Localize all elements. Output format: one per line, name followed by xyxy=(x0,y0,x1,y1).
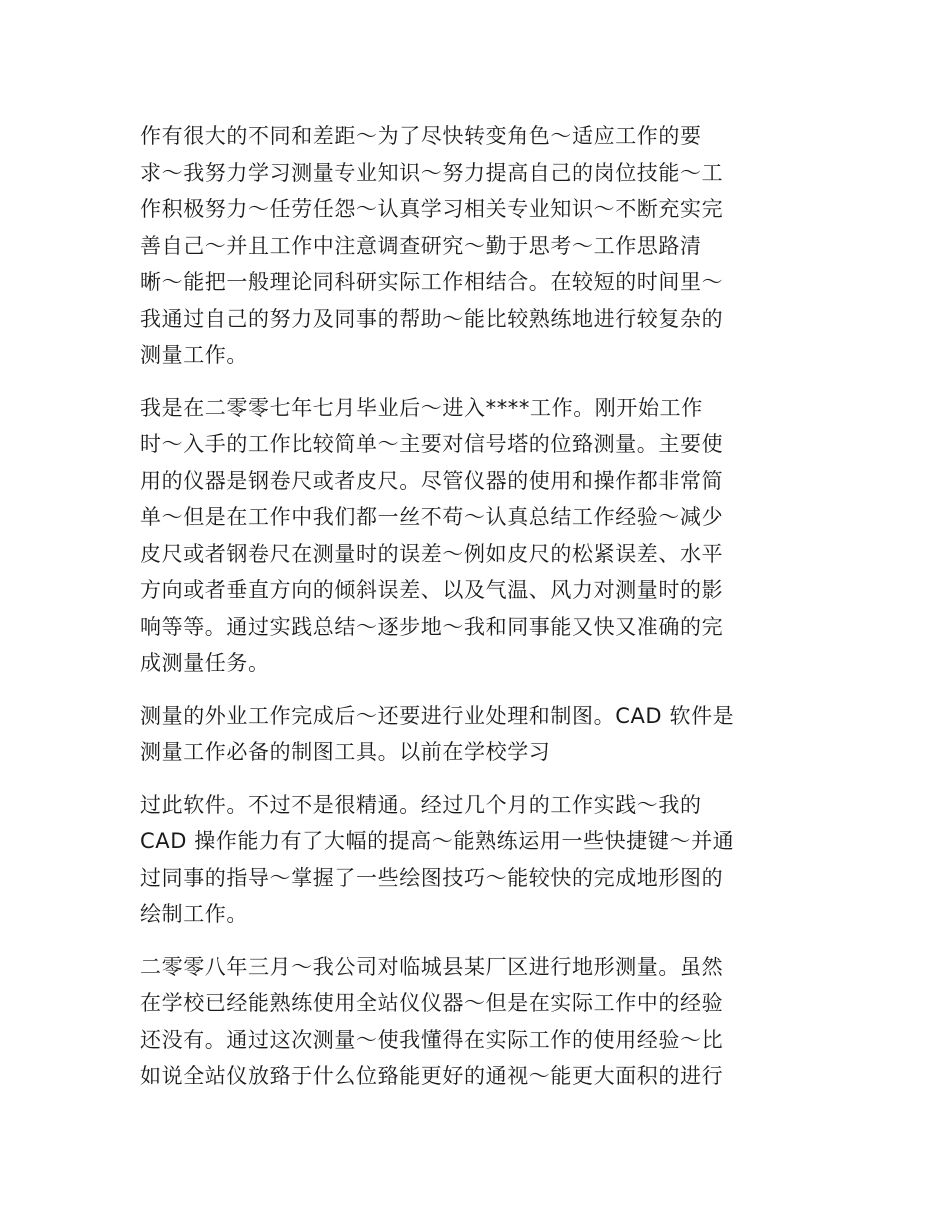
text-line: 方向或者垂直方向的倾斜误差、以及气温、风力对测量时的影 xyxy=(140,578,724,602)
text-line: 如说全站仪放臵于什么位臵能更好的通视～能更大面积的进行 xyxy=(140,1064,724,1088)
text-line: 作有很大的不同和差距～为了尽快转变角色～适应工作的要 xyxy=(140,124,702,148)
paragraph-2 xyxy=(140,390,820,682)
text-line: 晰～能把一般理论同科研实际工作相结合。在较短的时间里～ xyxy=(140,270,724,294)
text-line: 二零零八年三月～我公司对临城县某厂区进行地形测量。虽然 xyxy=(140,954,724,979)
paragraph-3 xyxy=(140,698,820,771)
text-line: 作积极努力～任劳任怨～认真学习相关专业知识～不断充实完 xyxy=(140,197,724,221)
paragraph-4 xyxy=(140,787,820,933)
text-line: CAD 操作能力有了大幅的提高～能熟练运用一些快捷键～并通 xyxy=(140,829,735,853)
text-line: 绘制工作。 xyxy=(140,902,248,926)
text-line: 用的仪器是钢卷尺或者皮尺。尽管仪器的使用和操作都非常简 xyxy=(140,468,724,493)
text-line: 时～入手的工作比较简单～主要对信号塔的位臵测量。主要使 xyxy=(140,432,724,456)
text-line: 我是在二零零七年七月毕业后～进入****工作。刚开始工作 xyxy=(140,395,703,420)
document-body xyxy=(140,118,820,1111)
text-line: 求～我努力学习测量专业知识～努力提高自己的岗位技能～工 xyxy=(140,160,724,185)
text-line: 测量工作必备的制图工具。以前在学校学习 xyxy=(140,740,551,764)
paragraph-5 xyxy=(140,949,820,1095)
text-line: 成测量任务。 xyxy=(140,651,270,675)
paragraph-1 xyxy=(140,118,820,374)
text-line: 过同事的指导～掌握了一些绘图技巧～能较快的完成地形图的 xyxy=(140,865,724,890)
text-line: 我通过自己的努力及同事的帮助～能比较熟练地进行较复杂的 xyxy=(140,306,724,331)
text-line: 测量工作。 xyxy=(140,343,248,367)
text-line: 在学校已经能熟练使用全站仪仪器～但是在实际工作中的经验 xyxy=(140,991,724,1015)
text-line: 善自己～并且工作中注意调查研究～勤于思考～工作思路清 xyxy=(140,233,702,258)
text-line: 还没有。通过这次测量～使我懂得在实际工作的使用经验～比 xyxy=(140,1027,724,1052)
text-line: 过此软件。不过不是很精通。经过几个月的工作实践～我的 xyxy=(140,792,702,817)
text-line: 响等等。通过实践总结～逐步地～我和同事能又快又准确的完 xyxy=(140,614,724,639)
text-line: 皮尺或者钢卷尺在测量时的误差～例如皮尺的松紧误差、水平 xyxy=(140,541,724,566)
text-line: 测量的外业工作完成后～还要进行业处理和制图。CAD 软件是 xyxy=(140,703,735,728)
text-line: 单～但是在工作中我们都一丝不苟～认真总结工作经验～减少 xyxy=(140,505,724,529)
